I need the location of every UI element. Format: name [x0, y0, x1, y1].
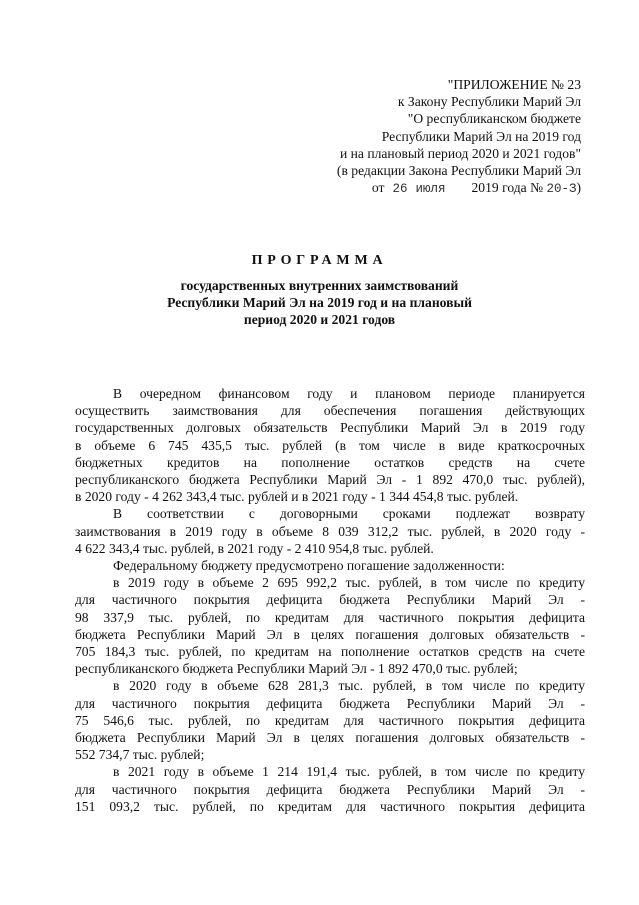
subtitle-line: Республики Марий Эл на 2019 год и на плановый [167, 295, 472, 310]
paragraph-line: для частичного покрытия дефицита бюджета Республики Марий Эл - [75, 695, 585, 711]
paragraph-line: для частичного покрытия дефицита бюджета Республики Марий Эл - [75, 781, 585, 797]
paragraph-line: республиканского бюджета Республики Марий Эл - 1 892 470,0 тыс. рублей), [75, 472, 585, 488]
date-prefix: от [371, 180, 385, 196]
date-year-text: 2019 года № [471, 180, 544, 196]
date-suffix: ) [576, 180, 581, 196]
annex-line: Республики Марий Эл на 2019 год [381, 128, 581, 144]
paragraph-line: в объеме 6 745 435,5 тыс. рублей (в том числе в виде краткосрочных [75, 437, 585, 453]
paragraph-line: 4 622 343,4 тыс. рублей, в 2021 году - 2 410 954,8 тыс. рублей. [75, 540, 434, 556]
paragraph-line: 552 734,7 тыс. рублей; [75, 747, 205, 763]
annex-line: "О республиканском бюджете [407, 111, 581, 127]
date-month: июля [415, 182, 446, 197]
annex-line: к Закону Республики Марий Эл [397, 94, 581, 110]
paragraph-line: бюджетных кредитов на пополнение остатков средств на счете [75, 454, 585, 470]
paragraph-line: бюджета Республики Марий Эл в целях погашения долговых обязательств - [75, 626, 585, 642]
paragraph-line: 151 093,2 тыс. рублей, по кредитам для частичного покрытия дефицита [75, 798, 585, 814]
paragraph-line: 705 184,3 тыс. рублей, по кредитам на пополнение остатков средств на счете [75, 644, 585, 660]
program-subtitle [0, 277, 639, 328]
paragraph-line: В соответствии с договорными сроками подлежат возврату [113, 506, 585, 522]
program-title: ПРОГРАММА [251, 253, 388, 268]
paragraph-line: в 2019 году в объеме 2 695 992,2 тыс. рублей, в том числе по кредиту [113, 575, 585, 591]
paragraph-line: бюджета Республики Марий Эл в целях погашения долговых обязательств - [75, 730, 585, 746]
annex-date-line [337, 179, 581, 198]
annex-header [337, 76, 581, 198]
document-body [75, 385, 585, 815]
annex-line: и на плановый период 2020 и 2021 годов" [339, 145, 581, 161]
subtitle-line: государственных внутренних заимствований [180, 278, 459, 293]
paragraph-line: В очередном финансовом году и плановом периоде планируется [113, 386, 585, 401]
paragraph-line: осуществить заимствования для обеспечения погашения действующих [75, 403, 585, 419]
paragraph-line: в 2021 году в объеме 1 214 191,4 тыс. рублей, в том числе по кредиту [113, 764, 585, 780]
paragraph-line: заимствования в 2019 году в объеме 8 039 312,2 тыс. рублей, в 2020 году - [75, 523, 585, 539]
paragraph-line: Федеральному бюджету предусмотрено погашение задолженности: [113, 558, 505, 574]
paragraph-line: 75 546,6 тыс. рублей, по кредитам для частичного покрытия дефицита [75, 712, 585, 728]
paragraph-line: 98 337,9 тыс. рублей, по кредитам для частичного покрытия дефицита [75, 609, 585, 625]
subtitle-line: период 2020 и 2021 годов [243, 312, 396, 327]
annex-line: "ПРИЛОЖЕНИЕ № 23 [447, 77, 581, 92]
paragraph-line: государственных долговых обязательств Республики Марий Эл в 2019 году [75, 420, 585, 436]
paragraph-line: для частичного покрытия дефицита бюджета Республики Марий Эл - [75, 592, 585, 608]
paragraph-line: республиканского бюджета Республики Марий Эл - 1 892 470,0 тыс. рублей; [75, 661, 518, 677]
date-day: 26 [392, 182, 408, 197]
annex-line: (в редакции Закона Республики Марий Эл [336, 163, 581, 179]
paragraph-line: в 2020 году - 4 262 343,4 тыс. рублей и в 2021 году - 1 344 454,8 тыс. рублей. [75, 489, 519, 505]
law-number: 20-З [546, 182, 577, 197]
paragraph-line: в 2020 году в объеме 628 281,3 тыс. рублей, в том числе по кредиту [113, 678, 585, 694]
